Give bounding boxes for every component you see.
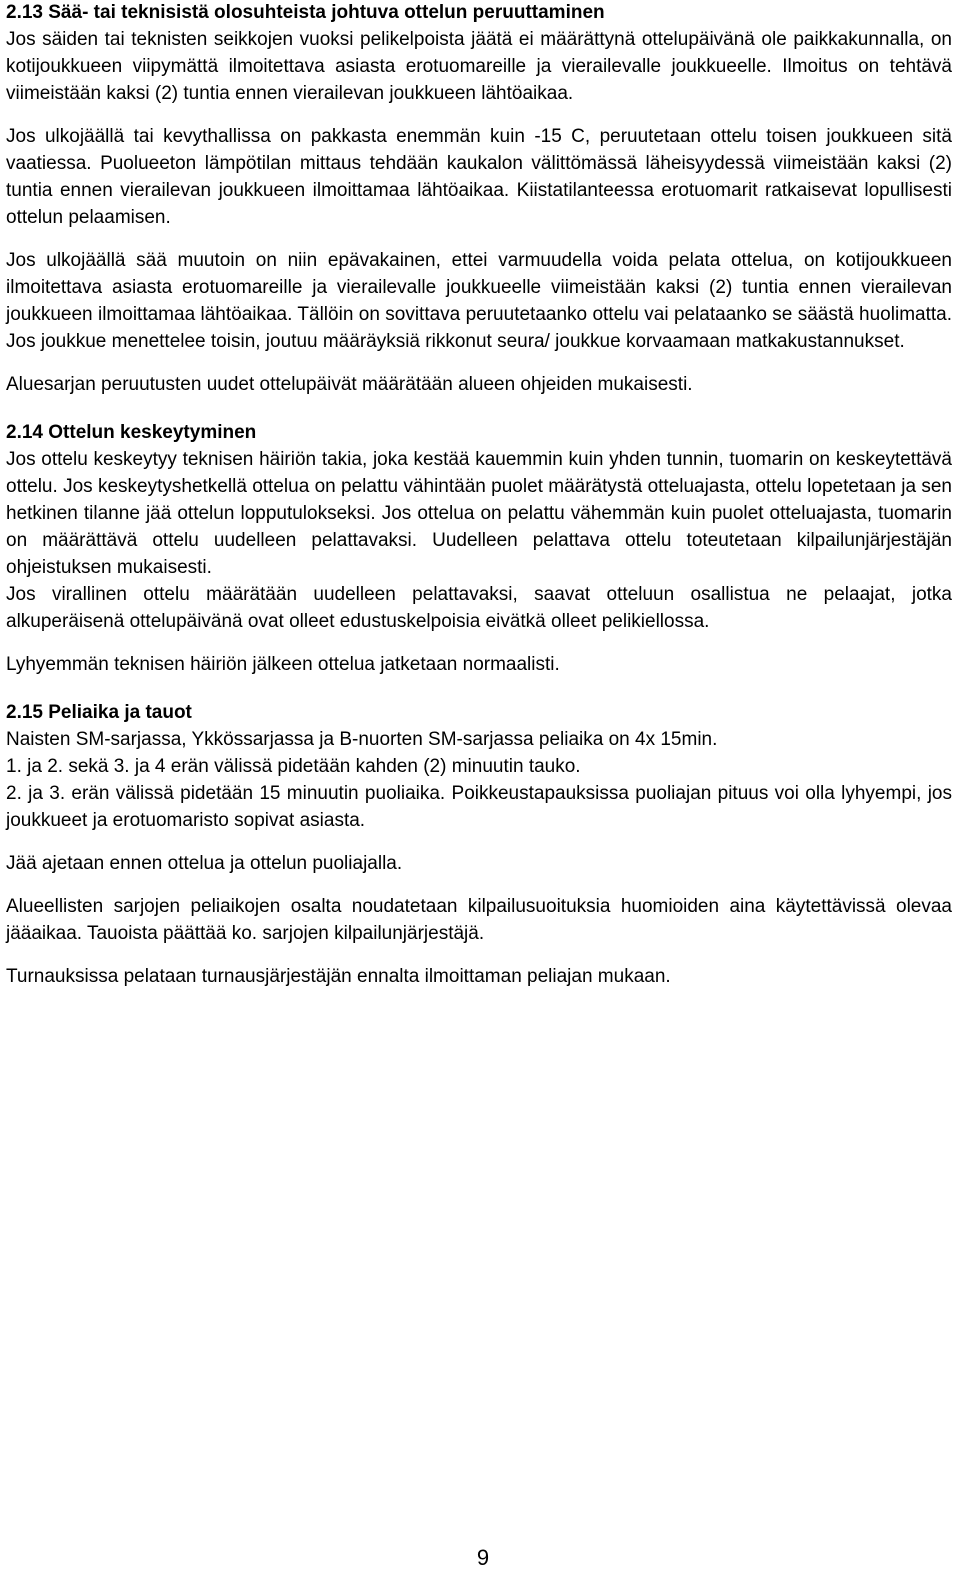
paragraph: Alueellisten sarjojen peliaikojen osalta noudatetaan kilpailusuoituksia huomioiden aina käytettävissä olevaa jääaikaa. Tauoista päättää ko. sarjojen kilpailunjärjestäjä. xyxy=(6,896,952,944)
paragraph: Jos ulkojäällä tai kevythallissa on pakkasta enemmän kuin -15 C, peruutetaan ottelu toisen joukkueen sitä vaatiessa. Puolueeton lämpötilan mittaus tehdään kaukalon välittömässä läheisyydessä viimeistään kaksi (2) tuntia ennen vierailevan joukkueen ilmoittamaa lähtöaikaa. Kiistatilanteessa erotuomarit ratkaisevat lopullisesti ottelun pelaamisen. xyxy=(6,126,952,228)
paragraph: 2. ja 3. erän välissä pidetään 15 minuutin puoliaika. Poikkeustapauksissa puoliajan pituus voi olla lyhyempi, jos joukkueet ja erotuomaristo sopivat asiasta. xyxy=(6,783,952,831)
paragraph: 1. ja 2. sekä 3. ja 4 erän välissä pidetään kahden (2) minuutin tauko. xyxy=(6,756,581,777)
paragraph: Aluesarjan peruutusten uudet ottelupäivät määrätään alueen ohjeiden mukaisesti. xyxy=(6,374,693,395)
section-heading-2-14: 2.14 Ottelun keskeytyminen xyxy=(6,422,257,443)
paragraph: Naisten SM-sarjassa, Ykkössarjassa ja B-nuorten SM-sarjassa peliaika on 4x 15min. xyxy=(6,729,718,750)
paragraph: Jos ottelu keskeytyy teknisen häiriön takia, joka kestää kauemmin kuin yhden tunnin, tuomarin on keskeytettävä ottelu. Jos keskeytyshetkellä ottelua on pelattu vähintään puolet määrätystä otteluajasta, ottelu lopetetaan ja sen hetkinen tilanne jää ottelun lopputulokseksi. Jos ottelua on pelattu vähemmän kuin puolet otteluajasta, tuomarin on määrättävä ottelu uudelleen pelattavaksi. Uudelleen pelattava ottelu toteutetaan kilpailunjärjestäjän ohjeistuksen mukaisesti. xyxy=(6,449,952,578)
section-heading-2-15: 2.15 Peliaika ja tauot xyxy=(6,702,192,723)
document-page xyxy=(6,0,952,990)
page-number: 9 xyxy=(476,1545,490,1570)
paragraph: Jää ajetaan ennen ottelua ja ottelun puoliajalla. xyxy=(6,853,403,874)
paragraph: Jos säiden tai teknisten seikkojen vuoksi pelikelpoista jäätä ei määrättynä ottelupäivänä ole paikkakunnalla, on kotijoukkueen viipymättä ilmoitettava asiasta erotuomareille ja vierailevalle joukkueelle. Ilmoitus on tehtävä viimeistään kaksi (2) tuntia ennen vierailevan joukkueen lähtöaikaa. xyxy=(6,29,952,104)
paragraph: Turnauksissa pelataan turnausjärjestäjän ennalta ilmoittaman peliajan mukaan. xyxy=(6,966,671,987)
paragraph: Jos ulkojäällä sää muutoin on niin epävakainen, ettei varmuudella voida pelata ottelua, on kotijoukkueen ilmoitettava asiasta erotuomareille ja vierailevalle joukkueelle viimeistään kaksi (2) tuntia ennen vierailevan joukkueen ilmoittamaa lähtöaikaa. Tällöin on sovittava peruutetaanko ottelu vai pelataanko se säästä huolimatta. Jos joukkue menettelee toisin, joutuu määräyksiä rikkonut seura/ joukkue korvaamaan matkakustannukset. xyxy=(6,250,952,352)
section-heading-2-13: 2.13 Sää- tai teknisistä olosuhteista johtuva ottelun peruuttaminen xyxy=(6,2,605,23)
paragraph: Lyhyemmän teknisen häiriön jälkeen ottelua jatketaan normaalisti. xyxy=(6,654,560,675)
paragraph: Jos virallinen ottelu määrätään uudelleen pelattavaksi, saavat otteluun osallistua ne pelaajat, jotka alkuperäisenä ottelupäivänä ovat olleet edustuskelpoisia eivätkä olleet pelikiellossa. xyxy=(6,584,952,632)
